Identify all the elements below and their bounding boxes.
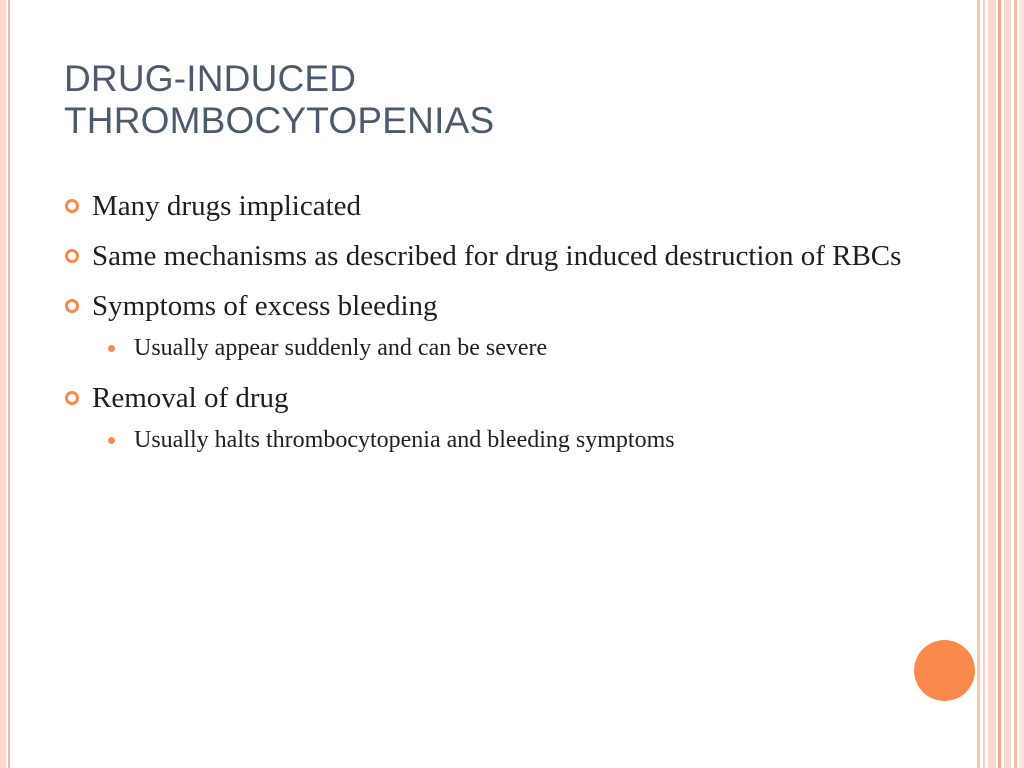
right-stripe (998, 0, 1001, 768)
right-stripe (977, 0, 980, 768)
ring-bullet-icon (65, 249, 79, 263)
left-frame-line (8, 0, 10, 768)
bullet-text: Many drugs implicated (92, 190, 362, 222)
bullet-text: Removal of drug (92, 382, 289, 414)
bullet-list (64, 186, 904, 470)
right-stripe (988, 0, 996, 768)
ring-bullet-icon (65, 199, 79, 213)
slide-title (64, 58, 944, 142)
right-stripe (1019, 0, 1024, 768)
title-line: DRUG-INDUCED (64, 58, 357, 99)
sub-bullet-text: Usually appear suddenly and can be severe (134, 335, 548, 361)
bullet-item (64, 236, 904, 276)
sub-bullet-item (64, 330, 904, 366)
right-stripe (983, 0, 985, 768)
bullet-item (64, 286, 904, 326)
orange-circle-icon (914, 640, 975, 701)
dot-bullet-icon (108, 345, 115, 352)
sub-bullet-item (64, 422, 904, 458)
bullet-text: Same mechanisms as described for drug induced destruction of RBCs (92, 240, 902, 272)
right-stripe (1004, 0, 1011, 768)
left-frame-band (0, 0, 6, 768)
bullet-text: Symptoms of excess bleeding (92, 290, 438, 322)
title-line: THROMBOCYTOPENIAS (64, 100, 495, 141)
ring-bullet-icon (65, 391, 79, 405)
right-stripe (1014, 0, 1017, 768)
sub-bullet-text: Usually halts thrombocytopenia and bleeding symptoms (134, 427, 675, 453)
bullet-item (64, 378, 904, 418)
ring-bullet-icon (65, 299, 79, 313)
bullet-item (64, 186, 904, 226)
dot-bullet-icon (108, 437, 115, 444)
